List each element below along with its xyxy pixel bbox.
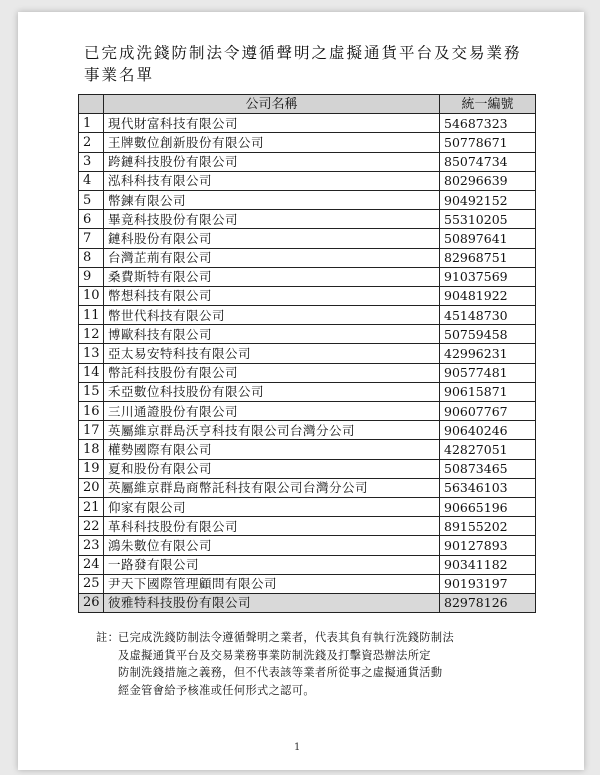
footnote-line: 及虛擬通貨平台及交易業務事業防制洗錢及打擊資恐辦法所定 <box>118 648 431 662</box>
unified-number-cell: 89155202 <box>440 517 536 536</box>
unified-number-cell: 50778671 <box>440 133 536 152</box>
table-row <box>79 593 536 612</box>
table-row <box>79 190 536 209</box>
row-index: 24 <box>79 555 104 574</box>
unified-number-cell: 90481922 <box>440 286 536 305</box>
table-row <box>79 497 536 516</box>
unified-number-cell: 80296639 <box>440 171 536 190</box>
table-header-row <box>79 95 536 114</box>
table-row <box>79 536 536 555</box>
row-index: 8 <box>79 248 104 267</box>
row-index: 23 <box>79 536 104 555</box>
table-row <box>79 325 536 344</box>
company-name-cell: 彼雅特科技股份有限公司 <box>104 593 440 612</box>
company-name-cell: 夏和股份有限公司 <box>104 459 440 478</box>
row-index: 15 <box>79 382 104 401</box>
table-row <box>79 248 536 267</box>
row-index: 14 <box>79 363 104 382</box>
table-row <box>79 440 536 459</box>
company-name-cell: 英屬維京群島沃亨科技有限公司台灣分公司 <box>104 421 440 440</box>
company-name-cell: 博歐科技有限公司 <box>104 325 440 344</box>
unified-number-cell: 90607767 <box>440 402 536 421</box>
table-row <box>79 555 536 574</box>
company-name-cell: 跨鏈科技股份有限公司 <box>104 152 440 171</box>
unified-number-cell: 90665196 <box>440 497 536 516</box>
company-name-cell: 桑費斯特有限公司 <box>104 267 440 286</box>
row-index: 25 <box>79 574 104 593</box>
unified-number-cell: 56346103 <box>440 478 536 497</box>
row-index: 22 <box>79 517 104 536</box>
page-number: 1 <box>294 742 301 753</box>
unified-number-cell: 90615871 <box>440 382 536 401</box>
document-page <box>18 12 584 770</box>
unified-number-cell: 42996231 <box>440 344 536 363</box>
table-row <box>79 459 536 478</box>
company-name-cell: 禾亞數位科技股份有限公司 <box>104 382 440 401</box>
company-name-cell: 台灣芷荊有限公司 <box>104 248 440 267</box>
table-row <box>79 210 536 229</box>
table-row <box>79 114 536 133</box>
table-row <box>79 402 536 421</box>
unified-number-cell: 42827051 <box>440 440 536 459</box>
header-index <box>79 95 104 114</box>
header-company-name: 公司名稱 <box>104 95 440 114</box>
unified-number-cell: 45148730 <box>440 306 536 325</box>
row-index: 16 <box>79 402 104 421</box>
row-index: 21 <box>79 497 104 516</box>
table-row <box>79 171 536 190</box>
row-index: 10 <box>79 286 104 305</box>
table-row <box>79 229 536 248</box>
company-name-cell: 鴻朱數位有限公司 <box>104 536 440 555</box>
company-table <box>78 94 536 613</box>
document-title: 已完成洗錢防制法令遵循聲明之虛擬通貨平台及交易業務事業名單 <box>84 44 522 84</box>
row-index: 13 <box>79 344 104 363</box>
company-name-cell: 泓科科技有限公司 <box>104 171 440 190</box>
table-row <box>79 267 536 286</box>
table-row <box>79 133 536 152</box>
row-index: 4 <box>79 171 104 190</box>
row-index: 1 <box>79 114 104 133</box>
table-row <box>79 306 536 325</box>
row-index: 7 <box>79 229 104 248</box>
table-row <box>79 152 536 171</box>
unified-number-cell: 50759458 <box>440 325 536 344</box>
row-index: 20 <box>79 478 104 497</box>
table-row <box>79 517 536 536</box>
unified-number-cell: 55310205 <box>440 210 536 229</box>
company-name-cell: 英屬維京群島商幣託科技有限公司台灣分公司 <box>104 478 440 497</box>
row-index: 12 <box>79 325 104 344</box>
table-row <box>79 363 536 382</box>
company-name-cell: 畢竟科技股份有限公司 <box>104 210 440 229</box>
table-row <box>79 382 536 401</box>
footnote-label: 註： <box>96 631 120 644</box>
header-unified-number: 統一編號 <box>440 95 536 114</box>
row-index: 17 <box>79 421 104 440</box>
company-name-cell: 尹天下國際管理顧問有限公司 <box>104 574 440 593</box>
unified-number-cell: 82968751 <box>440 248 536 267</box>
footnote-line: 已完成洗錢防制法令遵循聲明之業者，代表其負有執行洗錢防制法 <box>118 631 455 644</box>
row-index: 3 <box>79 152 104 171</box>
row-index: 18 <box>79 440 104 459</box>
row-index: 19 <box>79 459 104 478</box>
unified-number-cell: 54687323 <box>440 114 536 133</box>
row-index: 6 <box>79 210 104 229</box>
table-row <box>79 478 536 497</box>
company-name-cell: 王牌數位創新股份有限公司 <box>104 133 440 152</box>
company-name-cell: 幣鍊有限公司 <box>104 190 440 209</box>
company-name-cell: 幣想科技有限公司 <box>104 286 440 305</box>
unified-number-cell: 90193197 <box>440 574 536 593</box>
footnote-body <box>118 629 548 699</box>
row-index: 11 <box>79 306 104 325</box>
unified-number-cell: 50897641 <box>440 229 536 248</box>
footnote-line: 防制洗錢措施之義務，但不代表該等業者所從事之虛擬通貨活動 <box>118 666 443 679</box>
company-name-cell: 三川通證股份有限公司 <box>104 402 440 421</box>
table-row <box>79 344 536 363</box>
unified-number-cell: 90341182 <box>440 555 536 574</box>
row-index: 2 <box>79 133 104 152</box>
unified-number-cell: 85074734 <box>440 152 536 171</box>
company-name-cell: 仰家有限公司 <box>104 497 440 516</box>
row-index: 9 <box>79 267 104 286</box>
unified-number-cell: 90640246 <box>440 421 536 440</box>
company-name-cell: 現代財富科技有限公司 <box>104 114 440 133</box>
unified-number-cell: 91037569 <box>440 267 536 286</box>
footnote-line: 經金管會給予核准或任何形式之認可。 <box>118 683 315 697</box>
row-index: 26 <box>79 593 104 612</box>
company-name-cell: 幣託科技股份有限公司 <box>104 363 440 382</box>
row-index: 5 <box>79 190 104 209</box>
company-name-cell: 權勢國際有限公司 <box>104 440 440 459</box>
company-name-cell: 革科科技股份有限公司 <box>104 517 440 536</box>
unified-number-cell: 82978126 <box>440 593 536 612</box>
company-name-cell: 一路發有限公司 <box>104 555 440 574</box>
company-name-cell: 亞太易安特科技有限公司 <box>104 344 440 363</box>
unified-number-cell: 90127893 <box>440 536 536 555</box>
company-name-cell: 鏈科股份有限公司 <box>104 229 440 248</box>
company-name-cell: 幣世代科技有限公司 <box>104 306 440 325</box>
unified-number-cell: 90492152 <box>440 190 536 209</box>
table-row <box>79 574 536 593</box>
table-row <box>79 286 536 305</box>
unified-number-cell: 50873465 <box>440 459 536 478</box>
unified-number-cell: 90577481 <box>440 363 536 382</box>
table-row <box>79 421 536 440</box>
